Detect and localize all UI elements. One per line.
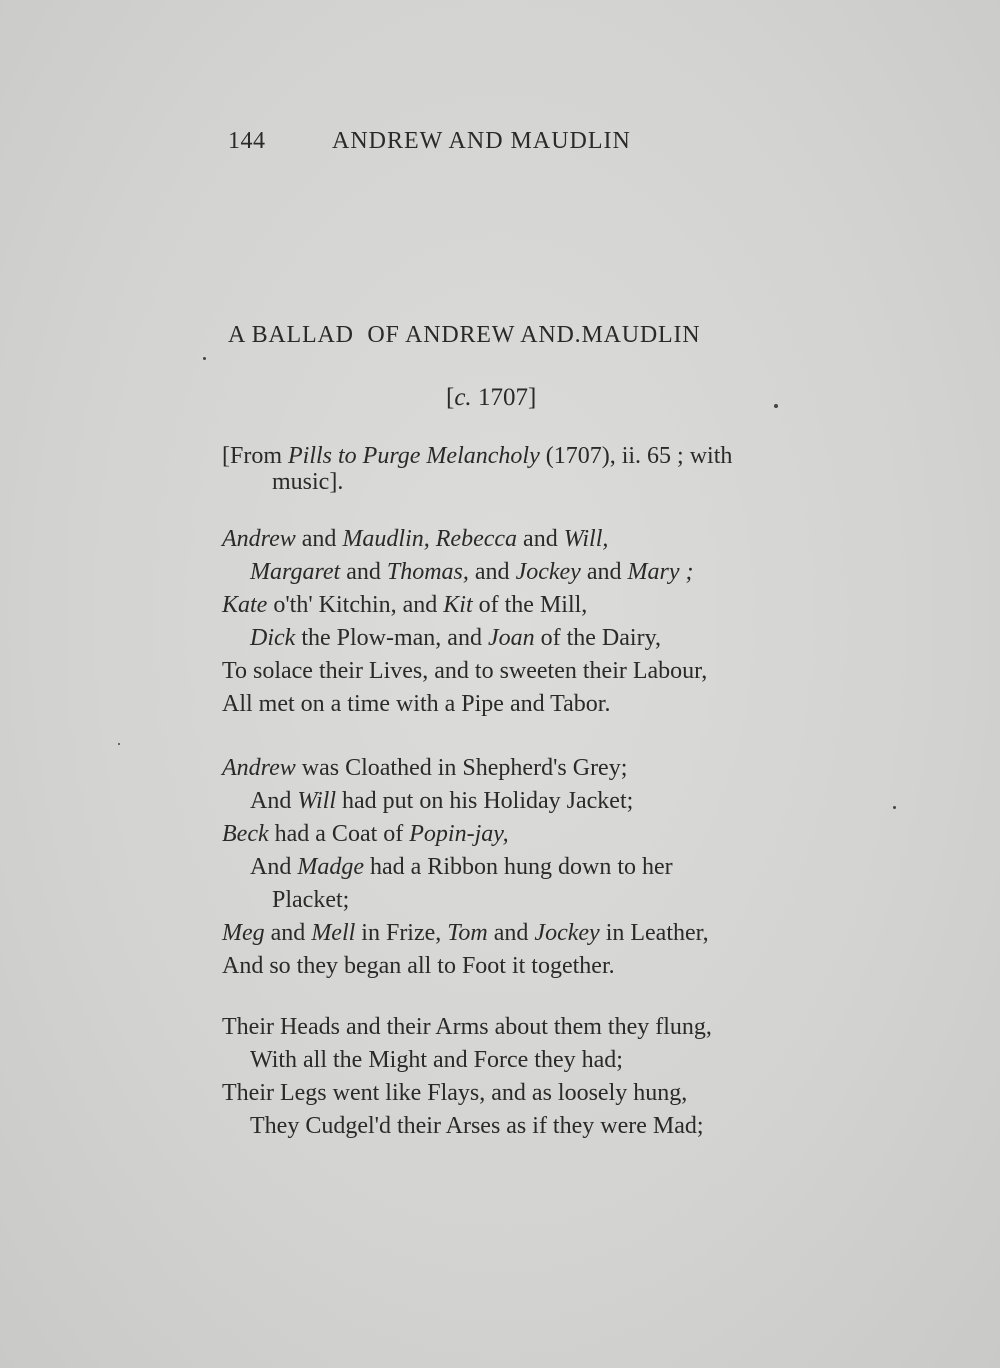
- verse-line: [222, 523, 767, 556]
- verse-text: and: [517, 526, 564, 552]
- name: Meg: [222, 920, 265, 946]
- paper-speck: [774, 404, 778, 408]
- name: Madge: [297, 854, 364, 880]
- verse-line: [222, 851, 767, 884]
- verse-text: and: [295, 526, 343, 552]
- verse-text: in Frize,: [355, 920, 448, 946]
- verse-line: To solace their Lives, and to sweeten their Labour,: [222, 658, 708, 684]
- verse-text: and: [487, 920, 535, 946]
- verse-text: And: [250, 788, 298, 814]
- source-line-2: music].: [272, 469, 344, 495]
- name: Maudlin,: [342, 526, 430, 552]
- verse-line: Their Legs went like Flays, and as loosely hung,: [222, 1080, 688, 1106]
- name: Kit: [443, 592, 473, 618]
- source-line-1: [222, 443, 767, 469]
- source-work: Pills to Purge Melancholy: [288, 443, 540, 469]
- ballad-title: A BALLAD OF ANDREW AND.MAUDLIN: [228, 322, 701, 348]
- source-note: [222, 443, 767, 495]
- name: Jockey: [515, 559, 581, 585]
- date-year: 1707]: [471, 384, 537, 411]
- verse-text: had a Ribbon hung down to her: [364, 854, 673, 880]
- verse-text: had put on his Holiday Jacket;: [336, 788, 634, 814]
- verse-line: Their Heads and their Arms about them they flung,: [222, 1014, 712, 1040]
- name: Andrew: [222, 526, 296, 552]
- name: Rebecca: [435, 526, 518, 552]
- name: Beck: [222, 821, 269, 847]
- name: Thomas,: [386, 559, 469, 585]
- verse-text: had a Coat of: [268, 821, 410, 847]
- verse-text: the Plow-man, and: [295, 625, 488, 651]
- verse-text: And: [250, 854, 298, 880]
- source-suffix: (1707), ii. 65 ; with: [539, 443, 733, 469]
- name: Kate: [222, 592, 268, 618]
- verse-text: of the Dairy,: [534, 625, 662, 651]
- name: Popin-jay,: [409, 821, 509, 847]
- name: Will: [297, 788, 337, 814]
- verse-line: And so they began all to Foot it together.: [222, 953, 615, 979]
- verse-text: and: [468, 559, 516, 585]
- name: Mell: [311, 920, 356, 946]
- verse-line: [222, 752, 767, 785]
- verse-text: of the Mill,: [472, 592, 588, 618]
- name: Jockey: [534, 920, 600, 946]
- name: Tom: [447, 920, 488, 946]
- name: Mary ;: [627, 559, 694, 585]
- verse-line: Placket;: [272, 887, 350, 913]
- verse-line: With all the Might and Force they had;: [250, 1047, 623, 1073]
- verse-text: was Cloathed in Shepherd's Grey;: [295, 755, 628, 781]
- source-prefix: [From: [222, 443, 288, 469]
- verse-line: [222, 556, 767, 589]
- running-title: ANDREW AND MAUDLIN: [332, 128, 631, 154]
- stanza-3: [222, 1011, 767, 1143]
- verse-line: [222, 785, 767, 818]
- name: Dick: [250, 625, 296, 651]
- verse-text: and: [264, 920, 312, 946]
- name: Andrew: [222, 755, 296, 781]
- ballad-date: [446, 384, 536, 412]
- date-circa: c.: [454, 384, 472, 411]
- paper-speck: [118, 743, 120, 745]
- name: Joan: [487, 625, 535, 651]
- verse-line: [222, 622, 767, 655]
- running-head: [228, 128, 668, 162]
- stanza-2: [222, 752, 767, 983]
- page-number: 144: [228, 128, 266, 154]
- verse-text: o'th' Kitchin, and: [267, 592, 444, 618]
- verse-line: [222, 589, 767, 622]
- verse-text: in Leather,: [599, 920, 709, 946]
- verse-line: [222, 917, 767, 950]
- name: Will,: [563, 526, 609, 552]
- name: Margaret: [250, 559, 341, 585]
- stanza-1: [222, 523, 767, 721]
- paper-speck: [203, 357, 206, 360]
- paper-speck: [893, 806, 896, 809]
- verse-text: and: [340, 559, 387, 585]
- verse-line: [222, 818, 767, 851]
- date-bracket: [: [446, 384, 455, 411]
- verse-line: They Cudgel'd their Arses as if they were Mad;: [250, 1113, 704, 1139]
- verse-line: All met on a time with a Pipe and Tabor.: [222, 691, 611, 717]
- verse-text: and: [580, 559, 628, 585]
